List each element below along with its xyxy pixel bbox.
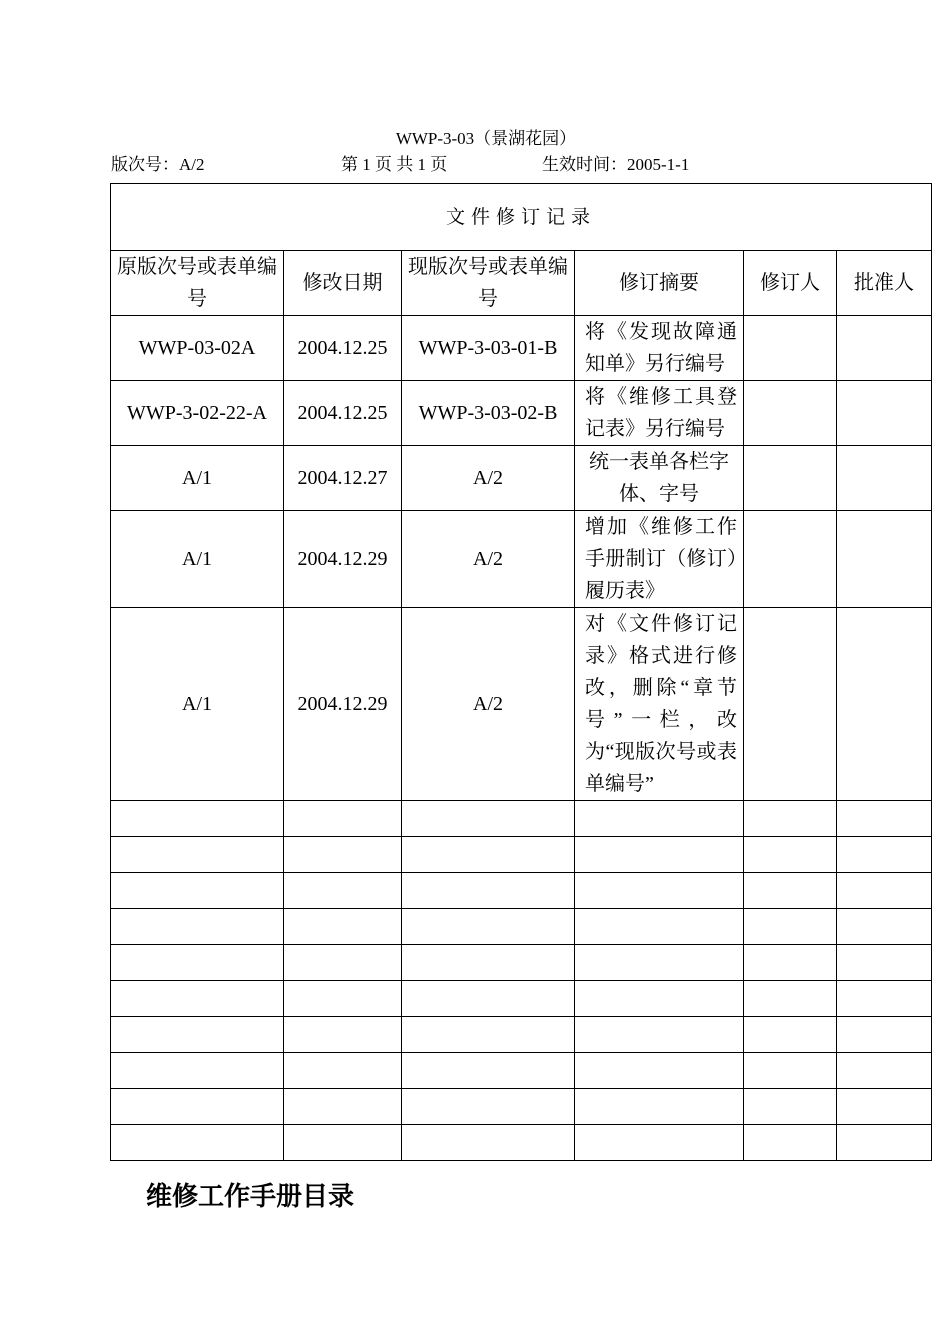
cell-summary	[575, 316, 744, 381]
cell-current-version: WWP-3-03-02-B	[402, 381, 575, 446]
empty-cell	[402, 801, 575, 837]
empty-cell	[837, 981, 932, 1017]
empty-cell	[575, 981, 744, 1017]
empty-cell	[111, 909, 284, 945]
cell-date: 2004.12.27	[284, 446, 402, 511]
empty-cell	[284, 873, 402, 909]
cell-approver	[837, 511, 932, 608]
empty-cell	[575, 837, 744, 873]
empty-cell	[837, 1089, 932, 1125]
empty-cell	[575, 801, 744, 837]
cell-approver	[837, 381, 932, 446]
toc-heading: 维修工作手册目录	[146, 1182, 355, 1212]
cell-summary	[575, 511, 744, 608]
cell-reviser	[744, 316, 837, 381]
table-row	[111, 511, 932, 608]
table-row	[111, 381, 932, 446]
cell-original-version: A/1	[111, 446, 284, 511]
empty-cell	[284, 1017, 402, 1053]
empty-cell	[402, 1089, 575, 1125]
empty-cell	[111, 801, 284, 837]
empty-table-row	[111, 1017, 932, 1053]
empty-cell	[402, 873, 575, 909]
empty-cell	[837, 909, 932, 945]
cell-approver	[837, 446, 932, 511]
summary-text: 增加《维修工作手册制订（修订）履历表》	[585, 516, 737, 602]
empty-cell	[575, 1125, 744, 1161]
effective-date: 生效时间：2005-1-1	[542, 155, 690, 174]
empty-cell	[575, 1017, 744, 1053]
cell-summary	[575, 381, 744, 446]
empty-cell	[744, 945, 837, 981]
cell-reviser	[744, 446, 837, 511]
column-header-approver: 批准人	[837, 251, 932, 316]
cell-reviser	[744, 511, 837, 608]
empty-cell	[837, 945, 932, 981]
empty-cell	[111, 945, 284, 981]
empty-cell	[744, 1017, 837, 1053]
empty-cell	[837, 873, 932, 909]
empty-cell	[402, 1125, 575, 1161]
empty-cell	[284, 981, 402, 1017]
summary-text: 统一表单各栏字体、字号	[589, 451, 729, 505]
table-row	[111, 446, 932, 511]
empty-table-row	[111, 801, 932, 837]
empty-cell	[284, 801, 402, 837]
page-count: 第 1 页 共 1 页	[341, 155, 448, 174]
empty-cell	[111, 1017, 284, 1053]
cell-current-version: WWP-3-03-01-B	[402, 316, 575, 381]
cell-date: 2004.12.25	[284, 316, 402, 381]
empty-cell	[284, 1125, 402, 1161]
empty-cell	[284, 1053, 402, 1089]
cell-current-version: A/2	[402, 608, 575, 801]
empty-cell	[744, 1053, 837, 1089]
empty-cell	[111, 837, 284, 873]
empty-cell	[284, 1089, 402, 1125]
column-header-date: 修改日期	[284, 251, 402, 316]
column-header-original-version: 原版次号或表单编号	[111, 251, 284, 316]
empty-cell	[837, 1053, 932, 1089]
column-header-summary: 修订摘要	[575, 251, 744, 316]
cell-original-version: WWP-03-02A	[111, 316, 284, 381]
cell-reviser	[744, 608, 837, 801]
empty-cell	[837, 1125, 932, 1161]
empty-cell	[837, 801, 932, 837]
empty-table-row	[111, 981, 932, 1017]
empty-table-row	[111, 945, 932, 981]
version-label: 版次号：A/2	[111, 155, 205, 174]
column-header-reviser: 修订人	[744, 251, 837, 316]
cell-original-version: WWP-3-02-22-A	[111, 381, 284, 446]
empty-cell	[111, 1053, 284, 1089]
empty-cell	[111, 873, 284, 909]
empty-cell	[402, 1017, 575, 1053]
table-row	[111, 316, 932, 381]
cell-reviser	[744, 381, 837, 446]
cell-current-version: A/2	[402, 446, 575, 511]
empty-cell	[744, 909, 837, 945]
column-header-current-version: 现版次号或表单编号	[402, 251, 575, 316]
empty-cell	[575, 1089, 744, 1125]
empty-table-row	[111, 837, 932, 873]
cell-date: 2004.12.25	[284, 381, 402, 446]
cell-current-version: A/2	[402, 511, 575, 608]
doc-code: WWP-3-03（景湖花园）	[395, 129, 577, 148]
empty-cell	[575, 945, 744, 981]
empty-cell	[111, 1125, 284, 1161]
empty-table-row	[111, 1053, 932, 1089]
empty-table-row	[111, 873, 932, 909]
empty-cell	[744, 837, 837, 873]
cell-date: 2004.12.29	[284, 511, 402, 608]
revision-table	[110, 183, 932, 1161]
empty-cell	[575, 1053, 744, 1089]
empty-cell	[575, 873, 744, 909]
empty-cell	[744, 1125, 837, 1161]
cell-approver	[837, 608, 932, 801]
empty-cell	[284, 837, 402, 873]
empty-cell	[837, 837, 932, 873]
table-row	[111, 608, 932, 801]
empty-table-row	[111, 909, 932, 945]
empty-cell	[837, 1017, 932, 1053]
empty-cell	[284, 909, 402, 945]
empty-cell	[744, 801, 837, 837]
empty-table-row	[111, 1089, 932, 1125]
summary-text: 将《发现故障通知单》另行编号	[585, 321, 737, 375]
cell-date: 2004.12.29	[284, 608, 402, 801]
empty-cell	[402, 981, 575, 1017]
empty-cell	[402, 837, 575, 873]
cell-summary	[575, 446, 744, 511]
empty-cell	[111, 1089, 284, 1125]
empty-cell	[575, 909, 744, 945]
cell-summary	[575, 608, 744, 801]
empty-cell	[402, 945, 575, 981]
table-title: 文件修订记录	[111, 184, 932, 251]
empty-cell	[284, 945, 402, 981]
empty-cell	[744, 873, 837, 909]
empty-cell	[402, 909, 575, 945]
empty-cell	[744, 1089, 837, 1125]
cell-original-version: A/1	[111, 511, 284, 608]
summary-text: 将《维修工具登记表》另行编号	[585, 386, 737, 440]
empty-cell	[744, 981, 837, 1017]
empty-cell	[402, 1053, 575, 1089]
cell-approver	[837, 316, 932, 381]
empty-cell	[111, 981, 284, 1017]
cell-original-version: A/1	[111, 608, 284, 801]
empty-table-row	[111, 1125, 932, 1161]
summary-text: 对《文件修订记录》格式进行修改，删除“章节号”一栏，改为“现版次号或表单编号”	[585, 613, 737, 795]
